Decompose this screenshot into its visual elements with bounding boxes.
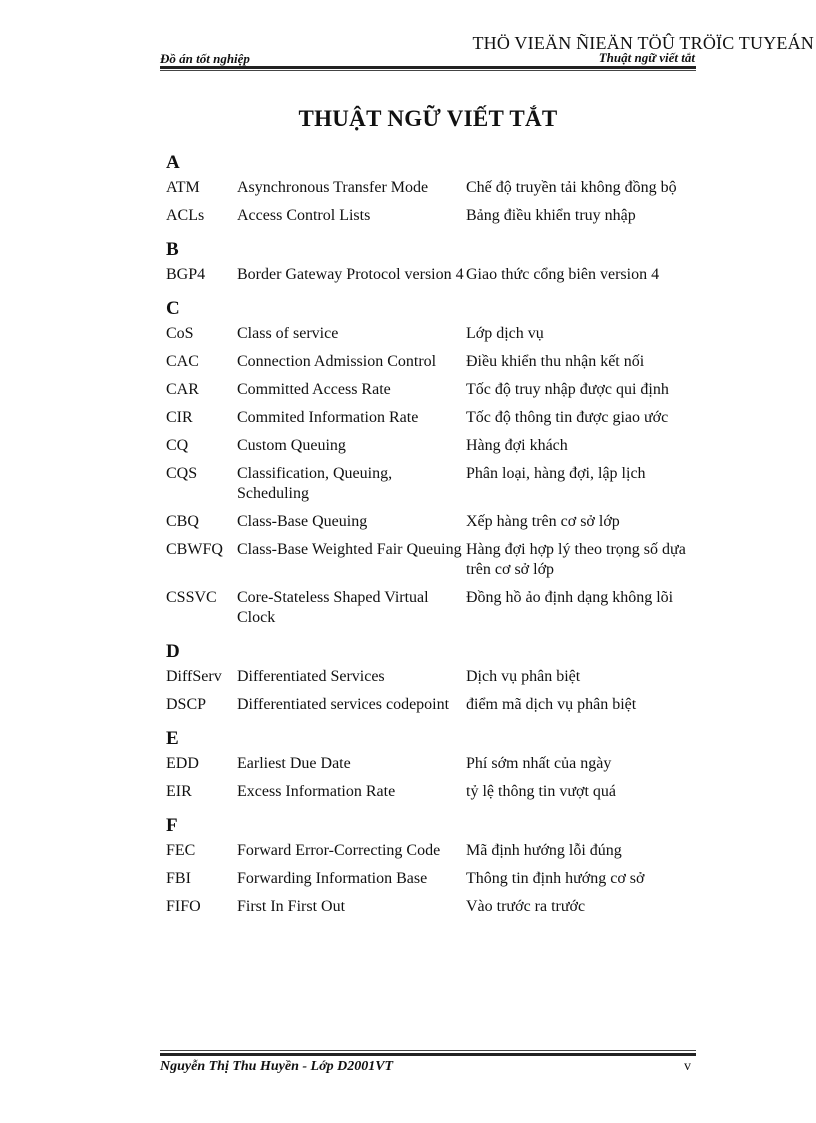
english-term: First In First Out [237,898,346,915]
page-title: THUẬT NGỮ VIẾT TẮT [298,106,558,131]
vietnamese-term: Tốc độ truy nhập được qui định [466,381,669,398]
section-letter: E [166,728,179,749]
vietnamese-term: Phân loại, hàng đợi, lập lịch [466,465,646,482]
english-term: Class-Base Weighted Fair Queuing [237,541,462,558]
footer-author: Nguyễn Thị Thu Huyền - Lớp D2001VT [160,1059,394,1074]
english-term: Excess Information Rate [237,783,396,800]
abbreviation: CoS [166,325,194,342]
header-right-text: Thuật ngữ viết tắt [598,50,695,65]
vietnamese-term: Dịch vụ phân biệt [466,668,581,685]
english-term: Classification, Queuing, Scheduling [237,465,393,502]
abbreviation-row [166,512,706,532]
vietnamese-term: Tốc độ thông tin được giao ước [466,409,669,426]
english-term: Core-Stateless Shaped Virtual Clock [237,589,429,626]
english-term: Custom Queuing [237,437,346,454]
vietnamese-term: Lớp dịch vụ [466,325,544,342]
english-term: Forwarding Information Base [237,870,428,887]
footer-rule [160,1053,696,1056]
abbreviation-row [166,588,706,628]
english-term: Differentiated Services [237,668,385,685]
abbreviation-row [166,464,706,504]
abbreviation-row [166,841,706,861]
abbreviation: DiffServ [166,668,222,685]
abbreviation: DSCP [166,696,207,713]
vietnamese-term: Giao thức cổng biên version 4 [466,266,660,283]
section-letter: B [166,239,179,260]
vietnamese-term: Chế độ truyền tải không đồng bộ [466,179,677,196]
abbreviation-row [166,265,706,285]
abbreviation: ATM [166,179,200,196]
abbreviation-row [166,869,706,889]
vietnamese-term: tỷ lệ thông tin vượt quá [466,783,617,800]
abbreviation: CAC [166,353,199,370]
section-b [166,239,706,298]
abbreviation-row [166,897,706,917]
english-term: Class-Base Queuing [237,513,368,530]
abbreviation: CBQ [166,513,199,530]
abbreviation-row [166,324,706,344]
footer-rule-thin [160,1050,696,1051]
english-term: Committed Access Rate [237,381,391,398]
abbreviation: CAR [166,381,199,398]
vietnamese-term: điểm mã dịch vụ phân biệt [466,696,637,713]
english-term: Forward Error-Correcting Code [237,842,441,859]
abbreviation-row [166,380,706,400]
english-term: Access Control Lists [237,207,371,224]
abbreviation-row [166,695,706,715]
vietnamese-term: Hàng đợi khách [466,437,568,454]
vietnamese-term: Đồng hồ ảo định dạng không lõi [466,589,674,606]
english-term: Commited Information Rate [237,409,419,426]
english-term: Earliest Due Date [237,755,351,772]
vietnamese-term: Vào trước ra trước [466,898,586,915]
vietnamese-term: Bảng điều khiển truy nhập [466,207,636,224]
section-d [166,641,706,728]
section-c [166,298,706,641]
section-letter: F [166,815,178,836]
vietnamese-term: Mã định hướng lỗi đúng [466,842,622,859]
vietnamese-term: Xếp hàng trên cơ sở lớp [466,513,620,530]
abbreviation: CQ [166,437,189,454]
abbreviation-row [166,754,706,774]
abbreviation: FBI [166,870,191,887]
abbreviation-row [166,540,706,580]
header-rule-thin [160,70,696,71]
abbreviation-row [166,667,706,687]
abbreviation: FIFO [166,898,201,915]
vietnamese-term: Hàng đợi hợp lý theo trọng số dựa trên cơ sở lớp [466,541,686,578]
abbreviation-row [166,178,706,198]
english-term: Differentiated services codepoint [237,696,450,713]
abbreviation: CBWFQ [166,541,223,558]
abbreviation-row [166,352,706,372]
vietnamese-term: Thông tin định hướng cơ sở [466,870,645,887]
abbreviation: CIR [166,409,193,426]
page-number: v [684,1059,691,1074]
section-a [166,152,706,239]
section-e [166,728,706,815]
abbreviation-row [166,206,706,226]
section-f [166,815,706,930]
abbreviation: BGP4 [166,266,206,283]
abbreviation: FEC [166,842,196,859]
abbreviation-row [166,436,706,456]
abbreviation-row [166,408,706,428]
section-letter: C [166,298,180,319]
watermark-text: THÖ VIEÄN ÑIEÄN TÖÛ TRÖÏC TUYEÁN [472,33,814,53]
english-term: Connection Admission Control [237,353,437,370]
abbreviation-list [166,152,706,930]
abbreviation: EIR [166,783,192,800]
english-term: Asynchronous Transfer Mode [237,179,429,196]
header-rule [160,66,696,69]
section-letter: A [166,152,180,173]
vietnamese-term: Phí sớm nhất của ngày [466,755,612,772]
abbreviation-row [166,782,706,802]
header-left-text: Đồ án tốt nghiệp [160,51,250,66]
abbreviation: CSSVC [166,589,217,606]
section-letter: D [166,641,180,662]
english-term: Class of service [237,325,339,342]
abbreviation: CQS [166,465,198,482]
abbreviation: ACLs [166,207,205,224]
vietnamese-term: Điều khiển thu nhận kết nối [466,353,645,370]
english-term: Border Gateway Protocol version 4 [237,266,464,283]
abbreviation: EDD [166,755,199,772]
